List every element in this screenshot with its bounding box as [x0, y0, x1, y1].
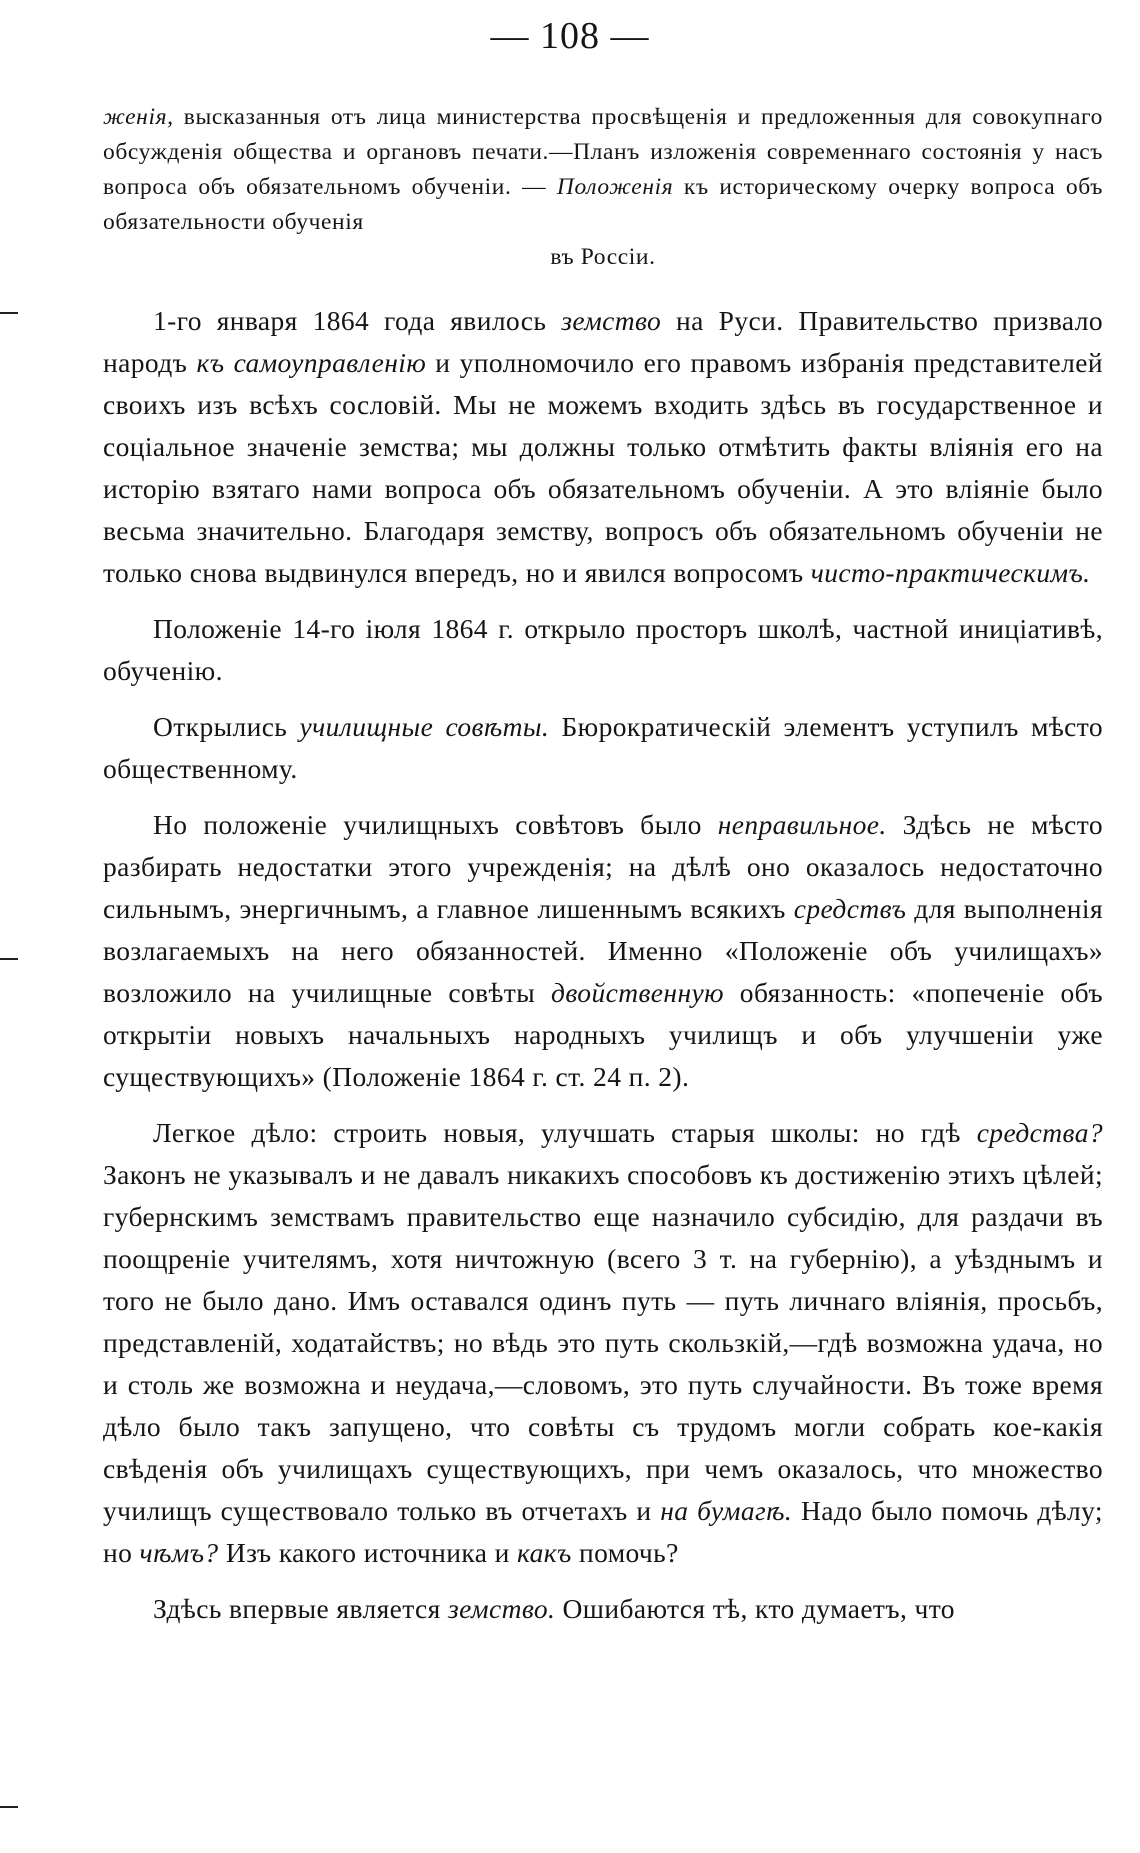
- text-run: Изъ какого источника и: [218, 1537, 517, 1568]
- italic-run: чисто-практическимъ.: [810, 557, 1091, 588]
- text-run: Легкое дѣло: строить новыя, улучшать старыя школы: но гдѣ: [153, 1117, 977, 1148]
- italic-run: средства?: [976, 1117, 1103, 1148]
- text-run: помочь?: [571, 1537, 679, 1568]
- paragraph: [103, 1588, 1103, 1630]
- text-run: Здѣсь не мѣсто разбирать недостатки этого учрежденія; на дѣлѣ оно оказалось недостаточно сильнымъ, энергичнымъ, а главное лишеннымъ всякихъ: [103, 809, 1103, 924]
- summary-italic: Положенія: [556, 174, 674, 200]
- text-run: Открылись: [153, 711, 300, 742]
- text-run: обязанность: «попеченіе объ открытіи новыхъ начальныхъ народныхъ училищъ и объ улучшеніи уже существующихъ» (Положеніе 1864 г. ст. 24 п. 2).: [103, 977, 1103, 1092]
- page-number-text: — 108 —: [490, 15, 650, 57]
- italic-run: неправильное.: [717, 809, 887, 840]
- margin-mark: [0, 1806, 18, 1808]
- italic-run: чѣмъ?: [139, 1537, 219, 1568]
- text-run: для выполненія возлагаемыхъ на него обязанностей. Именно «Положеніе объ училищахъ» возложило на училищные совѣты: [103, 893, 1103, 1008]
- summary-text: высказанныя отъ лица министерства просвѣщенія и предложенныя для совокупнаго обсужденія общества и органовъ печати.—Планъ изложенія современнаго состоянія у насъ вопроса объ обязательномъ обученіи. —: [103, 104, 1103, 200]
- text-run: Бюрократическій элементъ уступилъ мѣсто общественному.: [103, 711, 1103, 784]
- paragraph: [103, 706, 1103, 790]
- paragraph: [103, 804, 1103, 1098]
- paragraph: [103, 1112, 1103, 1574]
- text-run: 1-го января 1864 года явилось: [153, 305, 562, 336]
- text-run: Ошибаются тѣ, кто думаетъ, что: [555, 1593, 955, 1624]
- margin-mark: [0, 958, 18, 960]
- text-run: Здѣсь впервые является: [153, 1593, 448, 1624]
- italic-run: на бумагѣ.: [660, 1495, 793, 1526]
- paragraph: [103, 300, 1103, 594]
- chapter-summary: [103, 100, 1103, 275]
- italic-run: земство: [561, 305, 662, 336]
- text-run: Положеніе 14-го іюля 1864 г. открыло просторъ школѣ, частной иниціативѣ, обученію.: [103, 613, 1103, 686]
- text-run: на Руси. Правительство призвало народъ: [103, 305, 1103, 378]
- page-number: [0, 14, 1140, 58]
- summary-italic: женія,: [103, 104, 174, 130]
- summary-last-line: въ Россіи.: [550, 244, 656, 270]
- italic-run: къ самоуправленію: [196, 347, 427, 378]
- italic-run: средствъ: [793, 893, 907, 924]
- italic-run: земство.: [447, 1593, 556, 1624]
- text-run: Но положеніе училищныхъ совѣтовъ было: [153, 809, 718, 840]
- text-run: Надо было помочь дѣлу; но: [103, 1495, 1103, 1568]
- italic-run: какъ: [517, 1537, 572, 1568]
- margin-mark: [0, 312, 18, 314]
- main-text: [103, 300, 1103, 1644]
- summary-text: къ историческому очерку вопроса объ обязательности обученія: [103, 174, 1103, 235]
- paragraph: [103, 608, 1103, 692]
- text-run: Законъ не указывалъ и не давалъ никакихъ способовъ къ достиженію этихъ цѣлей; губернскимъ земствамъ правительство еще назначило субсидію, для раздачи въ поощреніе учителямъ, хотя ничтожную (всего 3 т. на губернію), а уѣзднымъ и того не было дано. Имъ оставался одинъ путь — путь личнаго вліянія, просьбъ, представленій, ходатайствъ; но вѣдь это путь скользкій,—гдѣ возможна удача, но и столь же возможна и неудача,—словомъ, это путь случайности. Въ тоже время дѣло было такъ запущено, что совѣты съ трудомъ могли собрать кое-какія свѣденія объ училищахъ существующихъ, при чемъ оказалось, что множество училищъ существовало только въ отчетахъ и: [103, 1159, 1103, 1526]
- text-run: и уполномочило его правомъ избранія представителей своихъ изъ всѣхъ сословій. Мы не можемъ входить здѣсь въ государственное и соціальное значеніе земства; мы должны только отмѣтить факты вліянія его на исторію взятаго нами вопроса объ обязательномъ обученіи. А это вліяніе было весьма значительно. Благодаря земству, вопросъ объ обязательномъ обученіи не только снова выдвинулся впередъ, но и явился вопросомъ: [103, 347, 1103, 588]
- italic-run: двойственную: [551, 977, 724, 1008]
- italic-run: училищные совѣты.: [299, 711, 550, 742]
